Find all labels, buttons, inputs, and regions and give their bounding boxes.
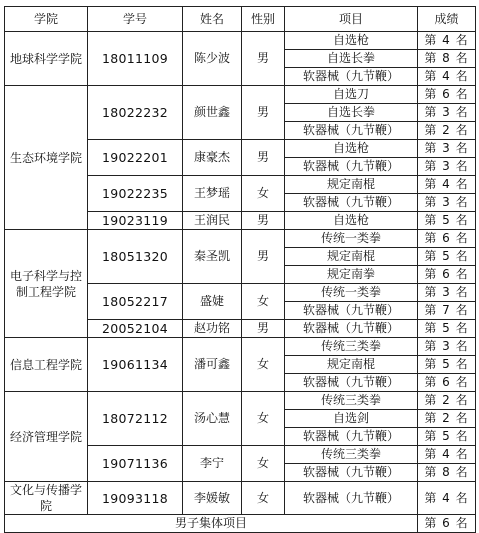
college-cell: 文化与传播学院: [5, 482, 88, 515]
gender-cell: 男: [242, 32, 285, 86]
student-id-cell: 18051320: [88, 230, 183, 284]
rank-cell: 第 3 名: [418, 140, 476, 158]
event-cell: 规定南棍: [285, 176, 418, 194]
rank-cell: 第 6 名: [418, 86, 476, 104]
student-name-cell: 盛婕: [183, 284, 242, 320]
student-name-cell: 王梦瑶: [183, 176, 242, 212]
results-table: [4, 6, 476, 533]
student-name-cell: 王润民: [183, 212, 242, 230]
student-name-cell: 李宁: [183, 446, 242, 482]
event-cell: 软器械（九节鞭）: [285, 302, 418, 320]
student-name-cell: 颜世鑫: [183, 86, 242, 140]
rank-cell: 第 3 名: [418, 158, 476, 176]
event-cell: 传统三类拳: [285, 446, 418, 464]
rank-cell: 第 3 名: [418, 194, 476, 212]
student-name-cell: 康豪杰: [183, 140, 242, 176]
rank-cell: 第 4 名: [418, 176, 476, 194]
rank-cell: 第 4 名: [418, 482, 476, 515]
event-cell: 软器械（九节鞭）: [285, 428, 418, 446]
event-cell: 自选剑: [285, 410, 418, 428]
event-cell: 软器械（九节鞭）: [285, 158, 418, 176]
rank-cell: 第 3 名: [418, 284, 476, 302]
rank-cell: 第 4 名: [418, 68, 476, 86]
table-row: [5, 86, 476, 104]
event-cell: 传统三类拳: [285, 338, 418, 356]
rank-cell: 第 6 名: [418, 374, 476, 392]
gender-cell: 男: [242, 212, 285, 230]
rank-cell: 第 6 名: [418, 230, 476, 248]
student-id-cell: 19093118: [88, 482, 183, 515]
event-cell: 软器械（九节鞭）: [285, 122, 418, 140]
student-name-cell: 汤心慧: [183, 392, 242, 446]
header-name: 姓名: [183, 7, 242, 32]
gender-cell: 男: [242, 230, 285, 284]
student-name-cell: 潘可鑫: [183, 338, 242, 392]
rank-cell: 第 5 名: [418, 248, 476, 266]
rank-cell: 第 2 名: [418, 122, 476, 140]
student-id-cell: 19071136: [88, 446, 183, 482]
college-cell: 地球科学学院: [5, 32, 88, 86]
rank-cell: 第 8 名: [418, 50, 476, 68]
event-cell: 传统三类拳: [285, 392, 418, 410]
rank-cell: 第 2 名: [418, 392, 476, 410]
event-cell: 自选枪: [285, 212, 418, 230]
gender-cell: 女: [242, 176, 285, 212]
gender-cell: 男: [242, 140, 285, 176]
student-id-cell: 19022235: [88, 176, 183, 212]
table-row: [5, 482, 476, 515]
gender-cell: 女: [242, 284, 285, 320]
college-cell: 经济管理学院: [5, 392, 88, 482]
event-cell: 软器械（九节鞭）: [285, 464, 418, 482]
header-row: [5, 7, 476, 32]
rank-cell: 第 8 名: [418, 464, 476, 482]
rank-cell: 第 4 名: [418, 446, 476, 464]
header-result: 成绩: [418, 7, 476, 32]
student-id-cell: 18052217: [88, 284, 183, 320]
event-cell: 自选长拳: [285, 50, 418, 68]
student-name-cell: 李媛敏: [183, 482, 242, 515]
rank-cell: 第 4 名: [418, 32, 476, 50]
header-college: 学院: [5, 7, 88, 32]
event-cell: 传统一类拳: [285, 284, 418, 302]
event-cell: 软器械（九节鞭）: [285, 68, 418, 86]
event-cell: 规定南棍: [285, 248, 418, 266]
footer-label: 男子集体项目: [5, 515, 418, 533]
event-cell: 传统一类拳: [285, 230, 418, 248]
rank-cell: 第 3 名: [418, 104, 476, 122]
student-id-cell: 18072112: [88, 392, 183, 446]
rank-cell: 第 2 名: [418, 410, 476, 428]
college-cell: 信息工程学院: [5, 338, 88, 392]
student-id-cell: 18022232: [88, 86, 183, 140]
rank-cell: 第 5 名: [418, 428, 476, 446]
student-id-cell: 20052104: [88, 320, 183, 338]
rank-cell: 第 6 名: [418, 266, 476, 284]
student-id-cell: 19023119: [88, 212, 183, 230]
event-cell: 自选长拳: [285, 104, 418, 122]
event-cell: 软器械（九节鞭）: [285, 194, 418, 212]
event-cell: 软器械（九节鞭）: [285, 482, 418, 515]
gender-cell: 女: [242, 392, 285, 446]
table-row: [5, 230, 476, 248]
college-cell: 生态环境学院: [5, 86, 88, 230]
rank-cell: 第 5 名: [418, 356, 476, 374]
footer-row: [5, 515, 476, 533]
table-row: [5, 392, 476, 410]
event-cell: 自选刀: [285, 86, 418, 104]
rank-cell: 第 5 名: [418, 212, 476, 230]
header-student-id: 学号: [88, 7, 183, 32]
footer-rank: 第 6 名: [418, 515, 476, 533]
gender-cell: 男: [242, 320, 285, 338]
event-cell: 规定南棍: [285, 356, 418, 374]
student-id-cell: 18011109: [88, 32, 183, 86]
gender-cell: 女: [242, 482, 285, 515]
rank-cell: 第 5 名: [418, 320, 476, 338]
gender-cell: 男: [242, 86, 285, 140]
event-cell: 自选枪: [285, 140, 418, 158]
student-name-cell: 赵功铭: [183, 320, 242, 338]
gender-cell: 女: [242, 446, 285, 482]
event-cell: 规定南拳: [285, 266, 418, 284]
rank-cell: 第 7 名: [418, 302, 476, 320]
header-gender: 性别: [242, 7, 285, 32]
header-event: 项目: [285, 7, 418, 32]
table-row: [5, 338, 476, 356]
event-cell: 自选枪: [285, 32, 418, 50]
gender-cell: 女: [242, 338, 285, 392]
table-row: [5, 32, 476, 50]
event-cell: 软器械（九节鞭）: [285, 374, 418, 392]
rank-cell: 第 3 名: [418, 338, 476, 356]
student-id-cell: 19022201: [88, 140, 183, 176]
student-name-cell: 秦圣凯: [183, 230, 242, 284]
student-id-cell: 19061134: [88, 338, 183, 392]
event-cell: 软器械（九节鞭）: [285, 320, 418, 338]
college-cell: 电子科学与控制工程学院: [5, 230, 88, 338]
student-name-cell: 陈少波: [183, 32, 242, 86]
